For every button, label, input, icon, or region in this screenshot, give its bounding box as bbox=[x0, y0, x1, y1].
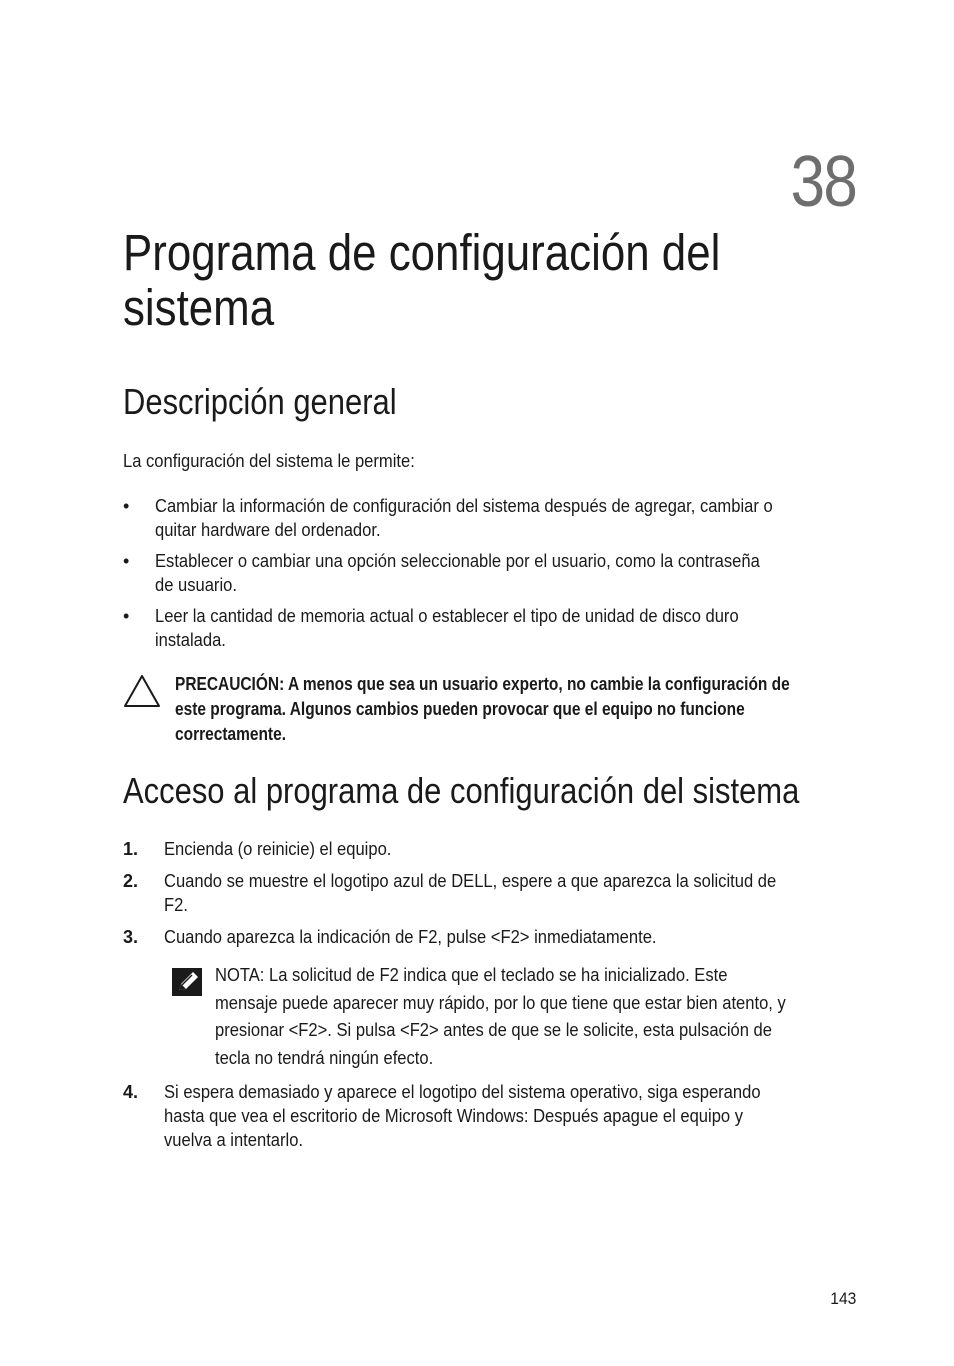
bullet-icon: • bbox=[123, 606, 130, 626]
bullet-text-line-2: instalada. bbox=[155, 630, 226, 650]
chapter-title-line-2: sistema bbox=[123, 279, 275, 336]
caution-line-2: este programa. Algunos cambios pueden provocar que el equipo no funcione bbox=[175, 699, 745, 719]
bullet-text-line-1: Cambiar la información de configuración del sistema después de agregar, cambiar o bbox=[155, 496, 773, 516]
step-text: Cuando aparezca la indicación de F2, pulse <F2> inmediatamente. bbox=[164, 927, 657, 947]
step-text-line-3: vuelva a intentarlo. bbox=[164, 1130, 304, 1150]
caution-text bbox=[175, 672, 790, 747]
bullet-text-line-2: quitar hardware del ordenador. bbox=[155, 520, 381, 540]
bullet-text-line-1: Establecer o cambiar una opción seleccionable por el usuario, como la contraseña bbox=[155, 551, 760, 571]
caution-box bbox=[123, 672, 863, 747]
overview-heading: Descripción general bbox=[123, 381, 397, 422]
overview-intro: La configuración del sistema le permite: bbox=[123, 451, 415, 471]
chapter-title-line-1: Programa de configuración del bbox=[123, 224, 721, 281]
access-heading: Acceso al programa de configuración del sistema bbox=[123, 770, 800, 811]
bullet-text-line-2: de usuario. bbox=[155, 575, 237, 595]
note-pencil-icon bbox=[172, 968, 202, 996]
page-number: 143 bbox=[829, 1289, 856, 1308]
step-text-line-1: Si espera demasiado y aparece el logotipo del sistema operativo, siga esperando bbox=[164, 1082, 761, 1102]
bullet-text-line-1: Leer la cantidad de memoria actual o establecer el tipo de unidad de disco duro bbox=[155, 606, 739, 626]
note-text bbox=[215, 962, 786, 1072]
chapter-number: 38 bbox=[790, 142, 856, 222]
bullet-icon: • bbox=[123, 496, 130, 516]
step-number: 2. bbox=[123, 871, 139, 891]
note-label: NOTA: bbox=[215, 965, 265, 985]
step-number: 4. bbox=[123, 1082, 139, 1102]
note-box bbox=[172, 962, 862, 1072]
step-text-line-2: hasta que vea el escritorio de Microsoft Windows: Después apague el equipo y bbox=[164, 1106, 744, 1126]
caution-line-1: PRECAUCIÓN: A menos que sea un usuario experto, no cambie la configuración de bbox=[175, 674, 790, 694]
note-line-3: presionar <F2>. Si pulsa <F2> antes de que se le solicite, esta pulsación de bbox=[215, 1020, 772, 1040]
caution-line-3: correctamente. bbox=[175, 724, 286, 744]
step-number: 1. bbox=[123, 839, 139, 859]
step-text: Encienda (o reinicie) el equipo. bbox=[164, 839, 392, 859]
warning-triangle-icon bbox=[123, 674, 161, 708]
chapter-title bbox=[123, 225, 742, 335]
step-text-line-1: Cuando se muestre el logotipo azul de DELL, espere a que aparezca la solicitud de bbox=[164, 871, 777, 891]
step-number: 3. bbox=[123, 927, 139, 947]
note-line-2: mensaje puede aparecer muy rápido, por lo que tiene que estar bien atento, y bbox=[215, 992, 786, 1013]
note-line-4: tecla no tendrá ningún efecto. bbox=[215, 1047, 434, 1068]
step-text-line-2: F2. bbox=[164, 895, 188, 915]
bullet-icon: • bbox=[123, 551, 130, 571]
note-line-1: La solicitud de F2 indica que el teclado se ha inicializado. Este bbox=[264, 965, 728, 985]
